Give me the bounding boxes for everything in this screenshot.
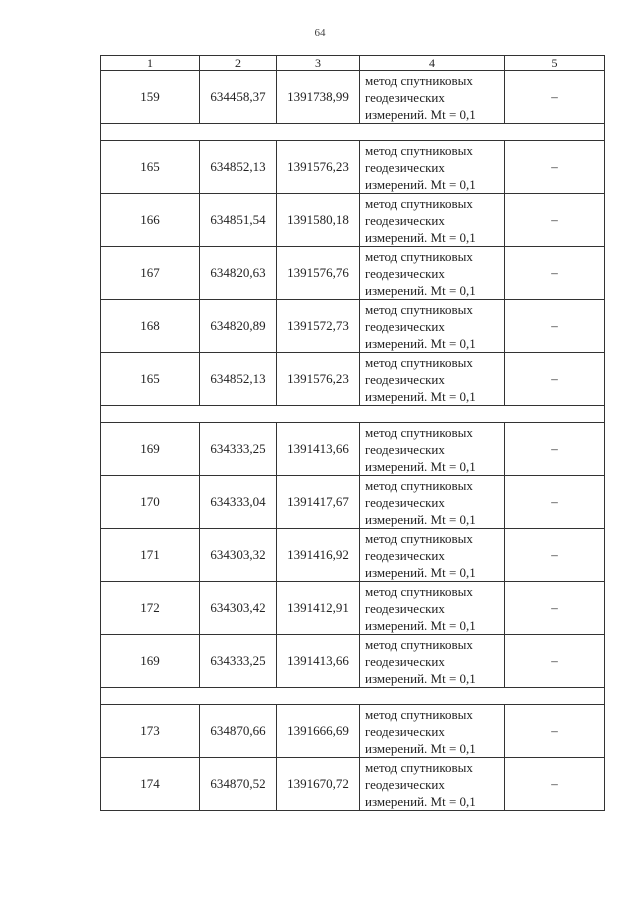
dash-cell: – — [505, 141, 605, 194]
x-coordinate-cell: 634458,37 — [200, 71, 277, 124]
dash-cell: – — [505, 758, 605, 811]
x-coordinate-cell: 634333,25 — [200, 423, 277, 476]
y-coordinate-cell: 1391738,99 — [277, 71, 360, 124]
point-number-cell: 174 — [101, 758, 200, 811]
x-coordinate-cell: 634303,42 — [200, 582, 277, 635]
dash-cell: – — [505, 353, 605, 406]
x-coordinate-cell: 634820,63 — [200, 247, 277, 300]
table-row — [101, 247, 605, 300]
method-cell: метод спутниковых геодезических измерений. Mt = 0,1 — [360, 71, 505, 124]
point-number-cell: 159 — [101, 71, 200, 124]
y-coordinate-cell: 1391572,73 — [277, 300, 360, 353]
dash-cell: – — [505, 423, 605, 476]
table-row — [101, 582, 605, 635]
table-row — [101, 300, 605, 353]
y-coordinate-cell: 1391576,76 — [277, 247, 360, 300]
method-cell: метод спутниковых геодезических измерений. Mt = 0,1 — [360, 529, 505, 582]
method-cell: метод спутниковых геодезических измерений. Mt = 0,1 — [360, 423, 505, 476]
dash-cell: – — [505, 71, 605, 124]
x-coordinate-cell: 634852,13 — [200, 141, 277, 194]
dash-cell: – — [505, 247, 605, 300]
x-coordinate-cell: 634870,52 — [200, 758, 277, 811]
method-cell: метод спутниковых геодезических измерений. Mt = 0,1 — [360, 758, 505, 811]
method-cell: метод спутниковых геодезических измерений. Mt = 0,1 — [360, 194, 505, 247]
method-cell: метод спутниковых геодезических измерений. Mt = 0,1 — [360, 353, 505, 406]
table-row — [101, 635, 605, 688]
x-coordinate-cell: 634851,54 — [200, 194, 277, 247]
table-row — [101, 71, 605, 124]
table-row — [101, 758, 605, 811]
table-row — [101, 194, 605, 247]
method-cell: метод спутниковых геодезических измерений. Mt = 0,1 — [360, 635, 505, 688]
x-coordinate-cell: 634852,13 — [200, 353, 277, 406]
group-separator-cell — [101, 124, 605, 141]
method-cell: метод спутниковых геодезических измерений. Mt = 0,1 — [360, 705, 505, 758]
column-header-3: 3 — [277, 56, 360, 71]
table-row — [101, 423, 605, 476]
point-number-cell: 170 — [101, 476, 200, 529]
point-number-cell: 173 — [101, 705, 200, 758]
method-cell: метод спутниковых геодезических измерений. Mt = 0,1 — [360, 476, 505, 529]
point-number-cell: 172 — [101, 582, 200, 635]
dash-cell: – — [505, 194, 605, 247]
y-coordinate-cell: 1391666,69 — [277, 705, 360, 758]
y-coordinate-cell: 1391576,23 — [277, 353, 360, 406]
point-number-cell: 167 — [101, 247, 200, 300]
table-body — [101, 71, 605, 811]
column-header-5: 5 — [505, 56, 605, 71]
method-cell: метод спутниковых геодезических измерений. Mt = 0,1 — [360, 582, 505, 635]
group-separator-row — [101, 124, 605, 141]
y-coordinate-cell: 1391670,72 — [277, 758, 360, 811]
table-row — [101, 353, 605, 406]
dash-cell: – — [505, 635, 605, 688]
x-coordinate-cell: 634333,04 — [200, 476, 277, 529]
point-number-cell: 165 — [101, 141, 200, 194]
point-number-cell: 169 — [101, 635, 200, 688]
y-coordinate-cell: 1391417,67 — [277, 476, 360, 529]
method-cell: метод спутниковых геодезических измерений. Mt = 0,1 — [360, 141, 505, 194]
y-coordinate-cell: 1391412,91 — [277, 582, 360, 635]
dash-cell: – — [505, 529, 605, 582]
group-separator-row — [101, 406, 605, 423]
point-number-cell: 169 — [101, 423, 200, 476]
x-coordinate-cell: 634820,89 — [200, 300, 277, 353]
page-number: 64 — [314, 27, 326, 39]
point-number-cell: 168 — [101, 300, 200, 353]
group-separator-row — [101, 688, 605, 705]
point-number-cell: 165 — [101, 353, 200, 406]
group-separator-cell — [101, 406, 605, 423]
x-coordinate-cell: 634303,32 — [200, 529, 277, 582]
table-row — [101, 141, 605, 194]
table-row — [101, 705, 605, 758]
point-number-cell: 171 — [101, 529, 200, 582]
column-header-4: 4 — [360, 56, 505, 71]
dash-cell: – — [505, 300, 605, 353]
y-coordinate-cell: 1391580,18 — [277, 194, 360, 247]
dash-cell: – — [505, 582, 605, 635]
group-separator-cell — [101, 688, 605, 705]
x-coordinate-cell: 634333,25 — [200, 635, 277, 688]
y-coordinate-cell: 1391413,66 — [277, 423, 360, 476]
coordinates-table — [100, 55, 605, 811]
x-coordinate-cell: 634870,66 — [200, 705, 277, 758]
y-coordinate-cell: 1391576,23 — [277, 141, 360, 194]
dash-cell: – — [505, 705, 605, 758]
column-header-1: 1 — [101, 56, 200, 71]
method-cell: метод спутниковых геодезических измерений. Mt = 0,1 — [360, 300, 505, 353]
table-header-row — [101, 56, 605, 71]
y-coordinate-cell: 1391416,92 — [277, 529, 360, 582]
table-row — [101, 476, 605, 529]
column-header-2: 2 — [200, 56, 277, 71]
y-coordinate-cell: 1391413,66 — [277, 635, 360, 688]
point-number-cell: 166 — [101, 194, 200, 247]
table-row — [101, 529, 605, 582]
dash-cell: – — [505, 476, 605, 529]
method-cell: метод спутниковых геодезических измерений. Mt = 0,1 — [360, 247, 505, 300]
